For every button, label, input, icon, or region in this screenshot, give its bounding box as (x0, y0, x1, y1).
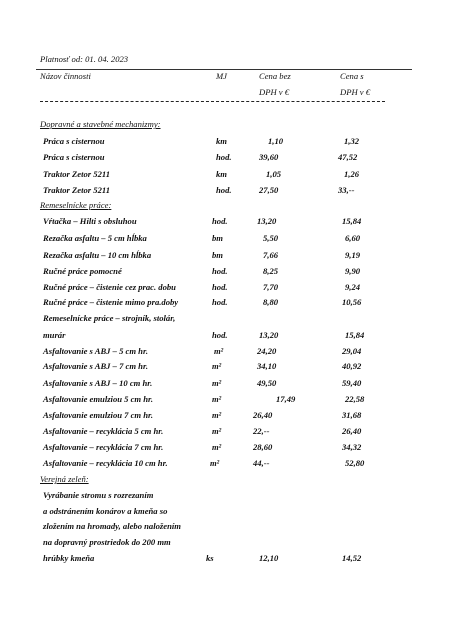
price-incl-vat: 6,60 (345, 233, 361, 243)
activity-name: Rezačka asfaltu – 10 cm hĺbka (43, 250, 152, 260)
section-title-machinery: Dopravné a stavebné mechanizmy: (40, 119, 161, 129)
activity-name: Traktor Zetor 5211 (43, 185, 110, 195)
activity-name: Asfaltovanie – recyklácia 5 cm hr. (43, 426, 164, 436)
price-excl-vat: 34,10 (257, 361, 277, 371)
price-excl-vat: 22,-- (253, 426, 270, 436)
activity-name: Asfaltovanie s ABJ – 10 cm hr. (43, 378, 153, 388)
validity-date: Platnosť od: 01. 04. 2023 (40, 54, 129, 64)
price-incl-vat: 29,04 (342, 346, 362, 356)
price-excl-vat: 17,49 (276, 394, 296, 404)
price-incl-vat: 33,-- (338, 185, 355, 195)
column-header-activity: Názov činnosti (40, 71, 91, 81)
price-excl-vat: 8,80 (263, 297, 279, 307)
activity-name: Rezačka asfaltu – 5 cm hĺbka (43, 233, 147, 243)
activity-name: Traktor Zetor 5211 (43, 169, 110, 179)
price-incl-vat: 52,80 (345, 458, 365, 468)
activity-name-line1: Vyrábanie stromu s rozrezaním (43, 490, 154, 500)
unit: hod. (216, 185, 232, 195)
price-excl-vat: 44,-- (253, 458, 270, 468)
activity-name-line4: na dopravný prostriedok do 200 mm (43, 537, 171, 547)
unit: m² (212, 378, 222, 388)
unit: m² (210, 458, 220, 468)
unit: hod. (212, 282, 228, 292)
price-incl-vat: 47,52 (338, 152, 358, 162)
price-incl-vat: 9,19 (345, 250, 361, 260)
activity-name: Asfaltovanie emulziou 5 cm hr. (43, 394, 154, 404)
price-incl-vat: 14,52 (342, 553, 362, 563)
header-top-rule (36, 69, 412, 70)
price-incl-vat: 9,24 (345, 282, 361, 292)
price-incl-vat: 31,68 (342, 410, 362, 420)
activity-name: Asfaltovanie s ABJ – 7 cm hr. (43, 361, 148, 371)
price-incl-vat: 10,56 (342, 297, 362, 307)
activity-name: Práca s cisternou (43, 136, 105, 146)
price-incl-vat: 40,92 (342, 361, 362, 371)
activity-name: murár (43, 330, 66, 340)
price-excl-vat: 24,20 (257, 346, 277, 356)
unit: m² (212, 394, 222, 404)
unit: ks (206, 553, 214, 563)
unit: m² (212, 426, 222, 436)
price-incl-vat: 22,58 (345, 394, 365, 404)
column-header-price-incl-vat-1: Cena s (340, 71, 364, 81)
unit: bm (212, 233, 223, 243)
price-incl-vat: 9,90 (345, 266, 361, 276)
section-title-crafts: Remeselnícke práce: (40, 200, 112, 210)
unit: hod. (212, 266, 228, 276)
activity-name: Ručné práce pomocné (43, 266, 122, 276)
price-excl-vat: 13,20 (259, 330, 279, 340)
activity-name: Práca s cisternou (43, 152, 105, 162)
price-excl-vat: 26,40 (253, 410, 273, 420)
price-excl-vat: 7,66 (263, 250, 279, 260)
unit: m² (212, 442, 222, 452)
price-excl-vat: 12,10 (259, 553, 279, 563)
price-incl-vat: 1,32 (344, 136, 360, 146)
price-excl-vat: 7,70 (263, 282, 279, 292)
unit: hod. (212, 330, 228, 340)
unit: bm (212, 250, 223, 260)
unit: m² (214, 346, 224, 356)
price-incl-vat: 1,26 (344, 169, 360, 179)
section-title-public-greenery: Verejná zeleň: (40, 474, 89, 484)
unit: m² (212, 361, 222, 371)
unit: hod. (212, 216, 228, 226)
price-incl-vat: 15,84 (342, 216, 362, 226)
price-incl-vat: 15,84 (345, 330, 365, 340)
price-excl-vat: 13,20 (257, 216, 277, 226)
activity-name: Asfaltovanie emulziou 7 cm hr. (43, 410, 154, 420)
column-header-price-excl-vat-1: Cena bez (259, 71, 291, 81)
activity-name: Vŕtačka – Hilti s obsluhou (43, 216, 137, 226)
activity-name-line1: Remeselnícke práce – strojník, stolár, (43, 313, 176, 323)
header-separator (40, 101, 385, 102)
column-header-price-incl-vat-2: DPH v € (340, 87, 371, 97)
activity-name: Ručné práce – čistenie mimo pra.doby (43, 297, 179, 307)
activity-name-line5: hrúbky kmeňa (43, 553, 95, 563)
unit: km (216, 136, 227, 146)
activity-name-line3: zložením na hromady, alebo naložením (43, 521, 181, 531)
price-excl-vat: 5,50 (263, 233, 279, 243)
activity-name-line2: a odstránením konárov a kmeňa so (43, 506, 168, 516)
column-header-unit: MJ (216, 71, 227, 81)
activity-name: Asfaltovanie – recyklácia 7 cm hr. (43, 442, 164, 452)
price-excl-vat: 1,10 (268, 136, 284, 146)
price-excl-vat: 49,50 (257, 378, 277, 388)
unit: hod. (212, 297, 228, 307)
activity-name: Asfaltovanie – recyklácia 10 cm hr. (43, 458, 168, 468)
price-excl-vat: 39,60 (259, 152, 279, 162)
unit: km (216, 169, 227, 179)
price-incl-vat: 34,32 (342, 442, 362, 452)
unit: m² (212, 410, 222, 420)
price-excl-vat: 28,60 (253, 442, 273, 452)
activity-name: Ručné práce – čistenie cez prac. dobu (43, 282, 176, 292)
price-incl-vat: 59,40 (342, 378, 362, 388)
activity-name: Asfaltovanie s ABJ – 5 cm hr. (43, 346, 148, 356)
column-header-price-excl-vat-2: DPH v € (259, 87, 290, 97)
price-excl-vat: 1,05 (266, 169, 282, 179)
price-excl-vat: 8,25 (263, 266, 279, 276)
price-excl-vat: 27,50 (259, 185, 279, 195)
unit: hod. (216, 152, 232, 162)
price-incl-vat: 26,40 (342, 426, 362, 436)
